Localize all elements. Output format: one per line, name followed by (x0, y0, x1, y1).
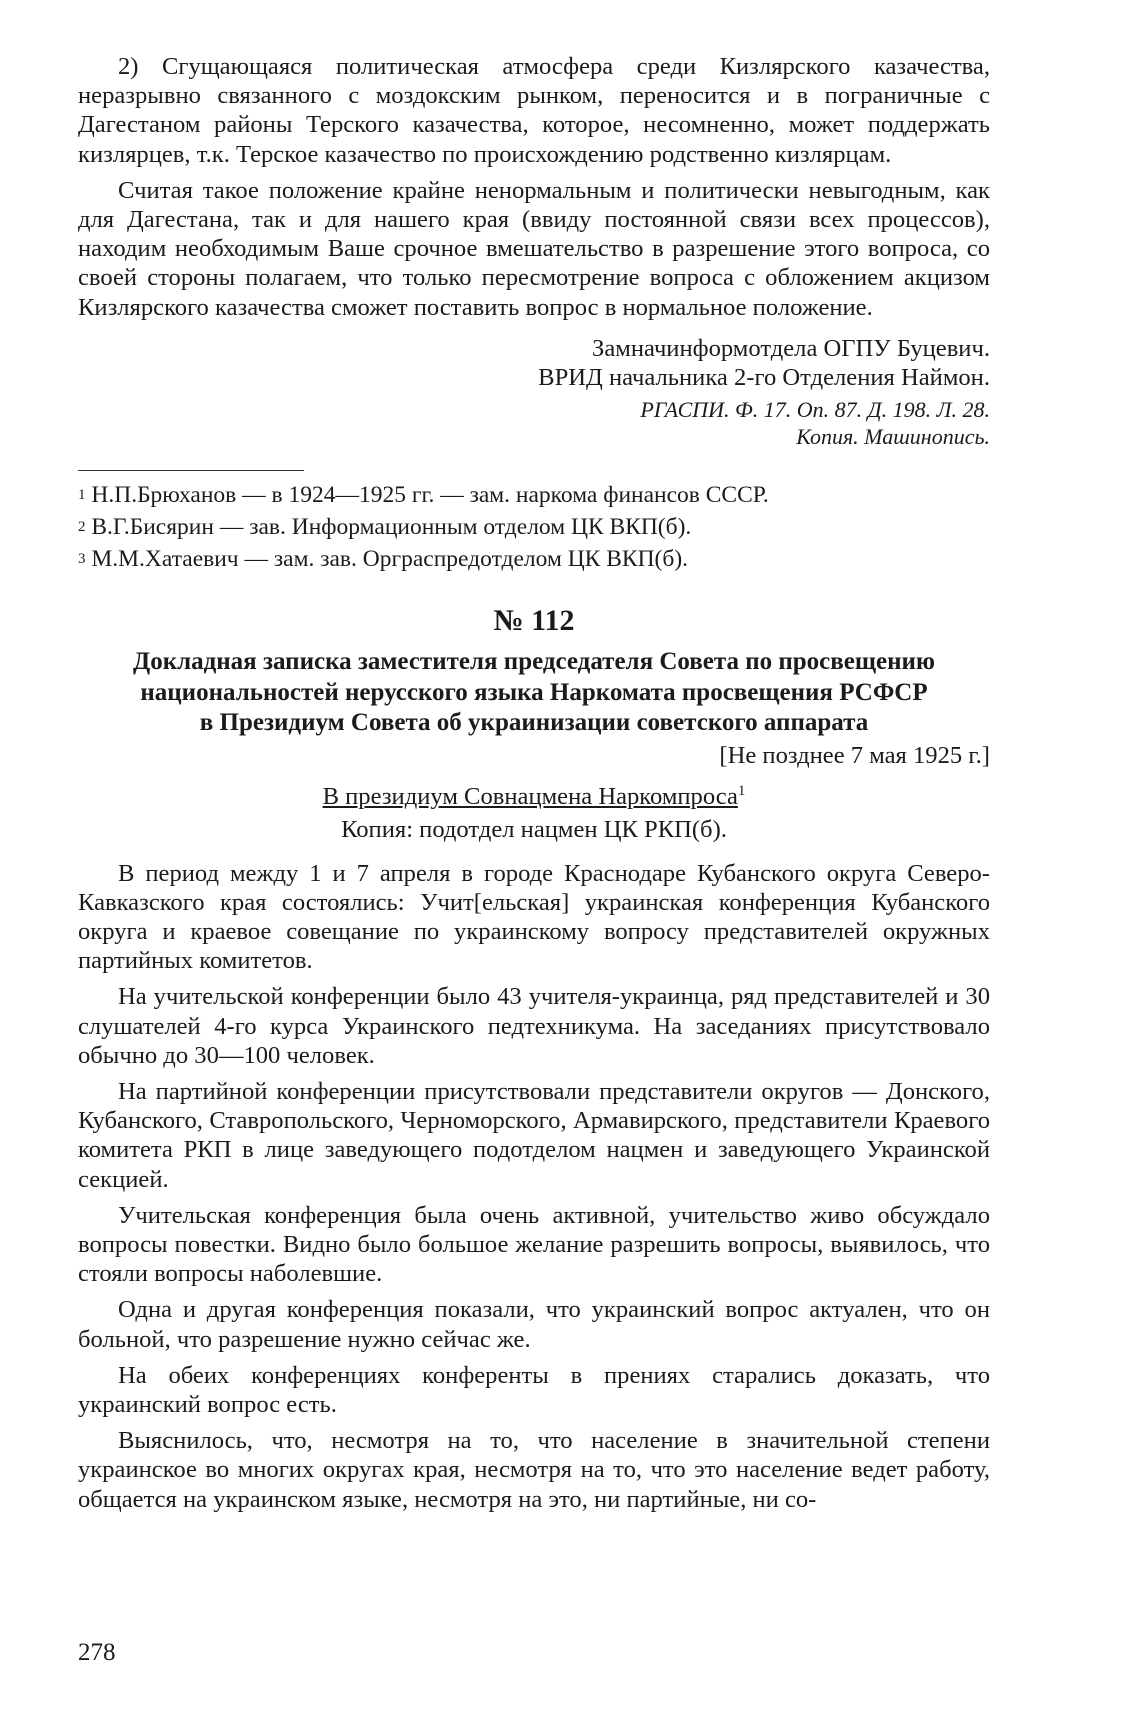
paragraph: 2) Сгущающаяся политическая атмосфера среди Кизлярского казачества, неразрывно связанного с моздокским рынком, переносится и в пограничные с Дагестаном районы Терского казачества, которое, несомненно, может поддержать кизлярцев, т.к. Терское казачество по происхождению родственно кизлярцам. (78, 53, 990, 168)
page-content (78, 52, 990, 1514)
paragraph: На партийной конференции присутствовали представители округов — Донского, Кубанского, Ставропольского, Черноморского, Армавирского, представители Краевого комитета РКП в лице заведующего подотделом нацмен и заведующего Украинской секцией. (78, 1077, 990, 1193)
paragraph: Учительская конференция была очень активной, учительство живо обсуждало вопросы повестки. Видно было большое желание разрешить вопросы, выявилось, что стояли вопросы наболевшие. (78, 1201, 990, 1288)
footnote: $^3$ М.М.Хатаевич — зам. зав. Орграспредотделом ЦК ВКП(б). (78, 546, 689, 573)
paragraph: В период между 1 и 7 апреля в городе Краснодаре Кубанского округа Северо-Кавказского края состоялись: Учит[ельская] украинская конференция Кубанского округа и краевое совещание по украинскому вопросу представителей окружных партийных комитетов. (78, 859, 990, 975)
signature: ВРИД начальника 2-го Отделения Наймон. (538, 364, 990, 392)
paragraph: Выяснилось, что, несмотря на то, что население в значительной степени украинское во многих округах края, несмотря на то, что это население ведет работу, общается на украинском языке, несмотря на это, ни партийные, ни со- (78, 1427, 990, 1513)
paragraph: Считая такое положение крайне ненормальным и политически невыгодным, как для Дагестана, так и для нашего края (ввиду постоянной связи всех процессов), находим необходимым Ваше срочное вмешательство в разрешение этого вопроса, со своей стороны полагаем, что только пересмотрение вопроса с обложением акцизом Кизлярского казачества сможет поставить вопрос в нормальное положение. (78, 176, 990, 321)
copy-line: Копия: подотдел нацмен ЦК РКП(б). (341, 816, 727, 844)
copy-type: Копия. Машинопись. (796, 424, 990, 450)
page-number: 278 (78, 1639, 116, 1666)
document-title: Докладная записка заместителя председателя Совета по просвещению национальностей нерусского языка Наркомата просвещения РСФСР в Президиум Совета об украинизации советского аппарата (133, 648, 935, 737)
paragraph: На учительской конференции было 43 учителя-украинца, ряд представителей и 30 слушателей 4-го курса Украинского педтехникума. На заседаниях присутствовало обычно до 30—100 человек. (78, 983, 990, 1069)
footnote: $^1$ Н.П.Брюханов — в 1924—1925 гг. — зам. наркома финансов СССР. (78, 482, 769, 509)
archive-source: РГАСПИ. Ф. 17. Оп. 87. Д. 198. Л. 28. (640, 397, 990, 423)
document-number: № 112 (493, 604, 575, 638)
footnote-divider (78, 470, 304, 471)
paragraph: Одна и другая конференция показали, что украинский вопрос актуален, что он больной, что разрешение нужно сейчас же. (78, 1296, 990, 1353)
document-date: [Не позднее 7 мая 1925 г.] (719, 741, 990, 769)
paragraph: На обеих конференциях конференты в прениях старались доказать, что украинский вопрос есть. (78, 1361, 990, 1418)
footnote: $^2$ В.Г.Бисярин — зав. Информационным отделом ЦК ВКП(б). (78, 514, 692, 541)
addressee: В президиум Совнацмена Наркомпроса$^1$ (322, 782, 746, 811)
signature: Замначинформотдела ОГПУ Буцевич. (592, 334, 990, 362)
